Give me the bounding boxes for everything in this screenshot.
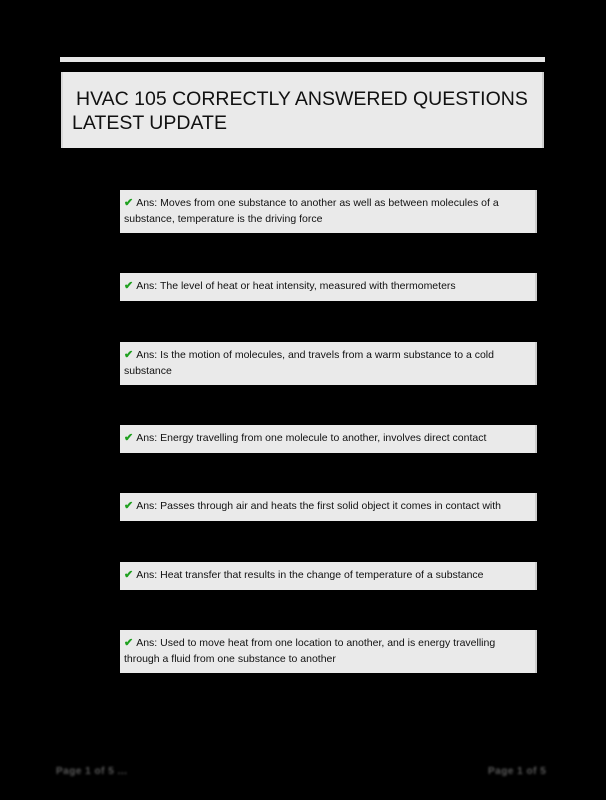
answer-block <box>120 493 537 521</box>
check-icon: ✔ <box>124 280 134 292</box>
answer-block <box>120 562 537 590</box>
answer-text: Ans: The level of heat or heat intensity, measured with thermometers <box>136 280 456 292</box>
check-icon: ✔ <box>124 432 134 444</box>
document-title-line-1: HVAC 105 CORRECTLY ANSWERED QUESTIONS <box>76 88 528 110</box>
check-icon: ✔ <box>124 500 134 512</box>
answer-block <box>120 190 537 233</box>
answer-text: Ans: Is the motion of molecules, and travels from a warm substance to a cold substance <box>124 349 494 377</box>
answer-block <box>120 630 537 673</box>
answer-text: Ans: Moves from one substance to another as well as between molecules of a substance, temperature is the driving force <box>124 197 499 225</box>
document-title-line-2: LATEST UPDATE <box>72 112 227 134</box>
answer-text: Ans: Heat transfer that results in the change of temperature of a substance <box>136 569 484 581</box>
check-icon: ✔ <box>124 197 134 209</box>
answer-text: Ans: Passes through air and heats the first solid object it comes in contact with <box>136 500 501 512</box>
footer-page-number: Page 1 of 5 <box>488 766 547 777</box>
answer-text: Ans: Used to move heat from one location to another, and is energy travelling through a fluid from one substance to another <box>124 637 496 665</box>
document-title-box <box>61 72 544 148</box>
answer-block <box>120 273 537 301</box>
answer-text: Ans: Energy travelling from one molecule to another, involves direct contact <box>136 432 487 444</box>
check-icon: ✔ <box>124 349 134 361</box>
top-divider <box>60 57 545 62</box>
answer-block <box>120 425 537 453</box>
check-icon: ✔ <box>124 569 134 581</box>
check-icon: ✔ <box>124 637 134 649</box>
answer-block <box>120 342 537 385</box>
footer-watermark-left: Page 1 of 5 ... <box>56 766 128 777</box>
